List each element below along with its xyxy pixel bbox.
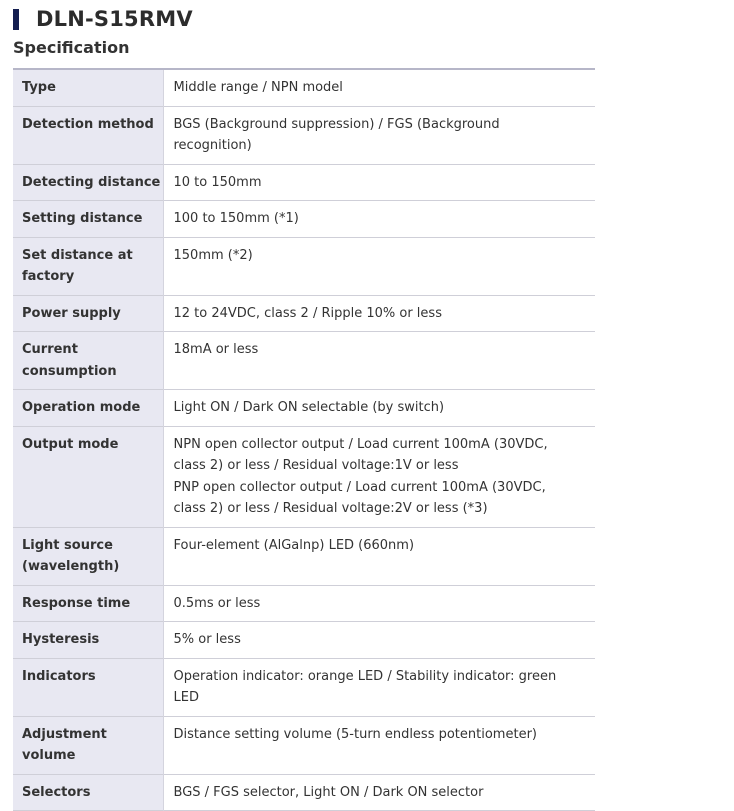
row-value-hysteresis: 5% or less (173, 632, 241, 647)
table-row (13, 585, 595, 622)
table-row (13, 237, 595, 295)
table-row (13, 106, 595, 164)
row-value-adjustment-volume: Distance setting volume (5-turn endless potentiometer) (173, 726, 537, 742)
row-value-detecting-distance: 10 to 150mm (173, 174, 262, 190)
table-row (13, 774, 595, 811)
row-value-detection-method: BGS (Background suppression) / FGS (Background recognition) (173, 116, 500, 153)
row-label-setting-distance: Setting distance (13, 201, 163, 238)
table-row (13, 390, 595, 427)
row-value-indicators: Operation indicator: orange LED / Stability indicator: green LED (173, 668, 557, 705)
table-row (13, 164, 595, 201)
title-accent-bar (13, 9, 19, 30)
section-heading: Specification (13, 38, 130, 57)
page-header (13, 7, 193, 31)
row-value-light-source: Four-element (AlGalnp) LED (660nm) (173, 537, 415, 553)
row-label-hysteresis: Hysteresis (13, 622, 163, 659)
row-label-detecting-distance: Detecting distance (13, 164, 163, 201)
row-label-adjustment-volume: Adjustment volume (13, 716, 163, 774)
row-value-selectors: BGS / FGS selector, Light ON / Dark ON selector (173, 784, 484, 800)
table-row (13, 426, 595, 527)
row-value-type: Middle range / NPN model (173, 80, 343, 95)
page-title: DLN-S15RMV (36, 7, 193, 31)
table-row (13, 69, 595, 106)
row-label-operation-mode: Operation mode (13, 390, 163, 427)
table-row (13, 622, 595, 659)
table-row (13, 658, 595, 716)
table-row (13, 332, 595, 390)
spec-table (13, 68, 595, 811)
row-label-selectors: Selectors (13, 774, 163, 811)
row-value-output-mode (163, 426, 595, 527)
row-value-set-distance-at-factory: 150mm (*2) (173, 247, 253, 263)
row-label-power-supply: Power supply (13, 295, 163, 332)
row-label-detection-method: Detection method (13, 106, 163, 164)
row-label-indicators: Indicators (13, 658, 163, 716)
table-row (13, 527, 595, 585)
table-row (13, 201, 595, 238)
table-row (13, 716, 595, 774)
row-label-output-mode: Output mode (13, 426, 163, 527)
row-label-set-distance-at-factory: Set distance at factory (13, 237, 163, 295)
row-label-response-time: Response time (13, 585, 163, 622)
row-label-current-consumption: Current consumption (13, 332, 163, 390)
row-value-current-consumption: 18mA or less (173, 342, 259, 357)
output-mode-pnp-text: PNP open collector output / Load current 100mA (30VDC, class 2) or less / Residual voltage:2V or less (*3) (173, 479, 546, 516)
row-value-power-supply: 12 to 24VDC, class 2 / Ripple 10% or less (173, 305, 442, 321)
row-label-light-source: Light source (wavelength) (13, 527, 163, 585)
row-label-type: Type (13, 69, 163, 106)
row-value-operation-mode: Light ON / Dark ON selectable (by switch) (173, 400, 445, 415)
output-mode-npn-text: NPN open collector output / Load current 100mA (30VDC, class 2) or less / Residual voltage:1V or less (173, 436, 548, 473)
table-row (13, 295, 595, 332)
row-value-setting-distance: 100 to 150mm (*1) (173, 211, 299, 226)
row-value-response-time: 0.5ms or less (173, 595, 261, 611)
